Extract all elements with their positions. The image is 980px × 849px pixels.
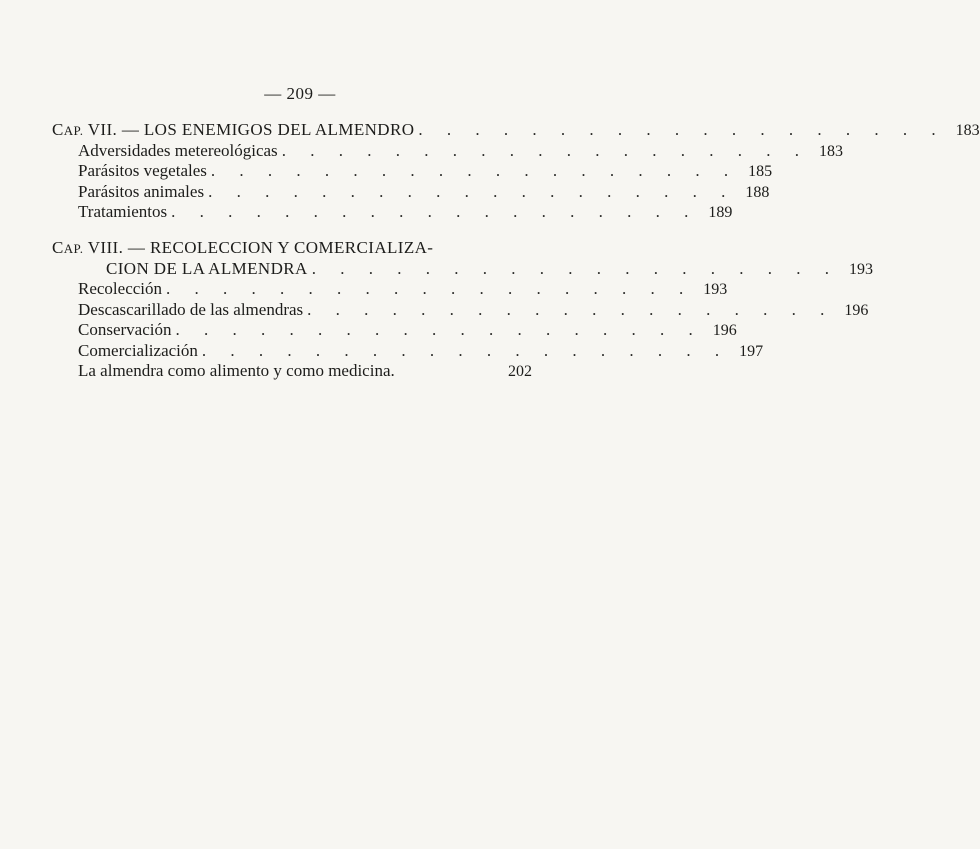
toc-entry <box>52 320 737 341</box>
toc-entry <box>52 279 728 300</box>
chapter-title: CAP. VIII. — RECOLECCION Y COMERCIALIZA- <box>52 238 434 257</box>
toc-entry <box>52 140 843 162</box>
page-ref: 196 <box>712 322 737 339</box>
toc-chapter-vii <box>52 120 980 223</box>
dot-leader: . . . . . . . . . . . . . . . . . . . <box>307 299 835 319</box>
dot-leader: . . . . . . . . . . . . . . . . . . . <box>418 120 946 139</box>
toc-entry <box>52 181 770 203</box>
toc-entry <box>52 161 773 182</box>
dot-leader: . . . . . . . . . . . . . . . . . . . <box>210 161 739 180</box>
chapter-title-cont: CION DE LA ALMENDRA <box>106 258 308 278</box>
toc-entry <box>52 202 733 223</box>
entry-label: Comercialización <box>78 340 198 360</box>
page-ref: 189 <box>708 204 733 221</box>
dot-leader: . . . . . . . . . . . . . . . . . . . <box>281 140 809 160</box>
page-ref: 183 <box>955 122 980 139</box>
chapter-title: CAP. VII. — LOS ENEMIGOS DEL ALMENDRO <box>52 120 415 139</box>
dot-leader: . . . . . . . . . . . . . . . . . . . <box>171 202 699 221</box>
entry-label: La almendra como alimento y como medicina. <box>78 361 395 380</box>
entry-label: Adversidades metereológicas <box>78 140 278 160</box>
dot-leader: . . . . . . . . . . . . . . . . . . . <box>166 279 694 298</box>
toc-chapter-viii <box>52 238 873 382</box>
toc-entry <box>52 340 764 362</box>
page-ref: 183 <box>818 142 843 160</box>
entry-label: Parásitos animales <box>78 181 205 201</box>
page-ref: 193 <box>703 281 728 298</box>
entry-label: Tratamientos <box>78 202 168 221</box>
dot-leader: . . . . . . . . . . . . . . . . . . . <box>311 258 839 278</box>
page-ref: 185 <box>748 163 773 180</box>
entry-label: Conservación <box>78 320 172 339</box>
dot-leader: . . . . . . . . . . . . . . . . . . . <box>201 340 730 360</box>
page-ref: 196 <box>844 301 869 319</box>
page-ref: 202 <box>508 363 532 380</box>
chapter-heading-continued <box>52 258 873 280</box>
chapter-heading <box>52 120 980 141</box>
page-ref: 193 <box>848 260 873 278</box>
page-number: — 209 — <box>264 84 336 103</box>
page-ref: 188 <box>745 183 770 201</box>
entry-label: Descascarillado de las almendras <box>78 299 304 319</box>
page-ref: 197 <box>739 342 764 360</box>
dot-leader: . . . . . . . . . . . . . . . . . . . <box>175 320 703 339</box>
toc-entry <box>52 361 532 382</box>
dot-leader: . . . . . . . . . . . . . . . . . . . <box>208 181 736 201</box>
entry-label: Recolección <box>78 279 163 298</box>
entry-label: Parásitos vegetales <box>78 161 207 180</box>
toc-entry <box>52 299 869 321</box>
chapter-heading <box>52 238 532 259</box>
